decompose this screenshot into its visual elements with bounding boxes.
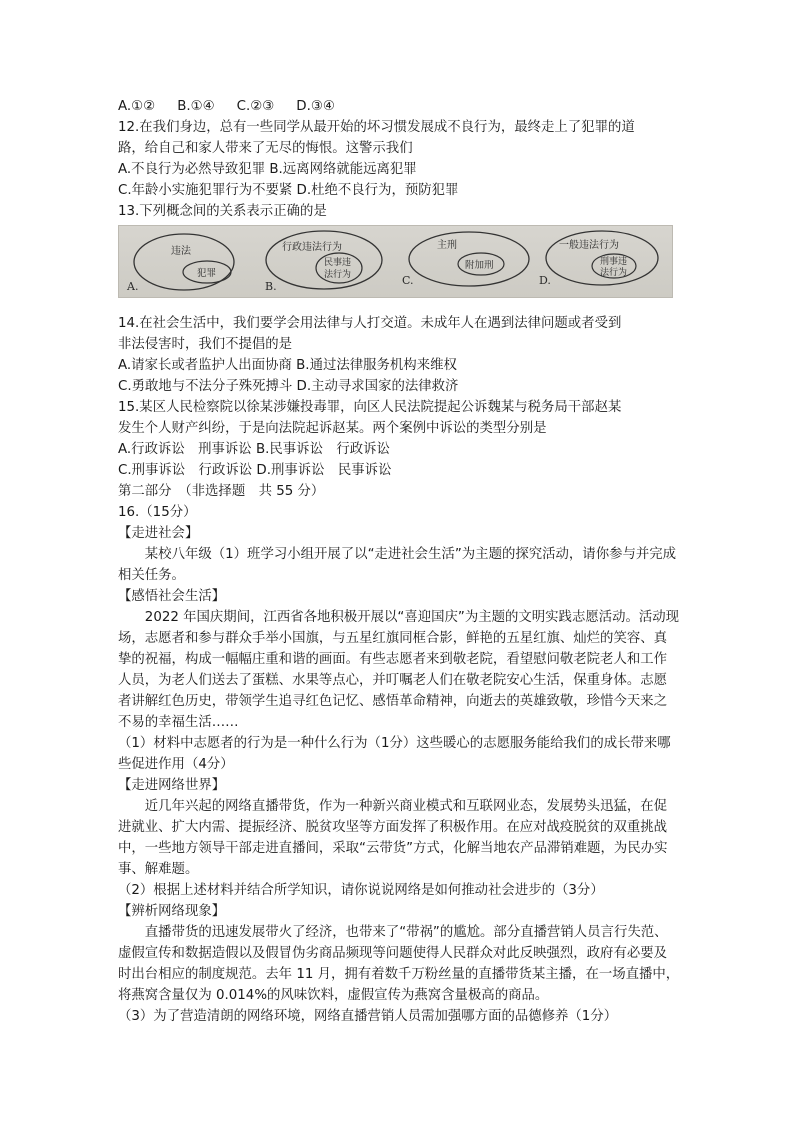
q11-options bbox=[118, 96, 680, 117]
diagram-d-letter: D. bbox=[539, 274, 551, 287]
q14-stem-line2: 非法侵害时，我们不提倡的是 bbox=[118, 337, 293, 352]
diagram-d-outer-label: 一般违法行为 bbox=[559, 240, 619, 251]
q11-option-c: C.②③ bbox=[236, 99, 275, 114]
q13-concept-figure bbox=[118, 225, 673, 298]
q15-stem-line1: 15.某区人民检察院以徐某涉嫌投毒罪，向区人民法院提起公诉魏某与税务局干部赵某 bbox=[118, 400, 622, 415]
q15-options-cd: C.刑事诉讼 行政诉讼 D.刑事诉讼 民事诉讼 bbox=[118, 463, 392, 478]
diagram-c-inner-label: 附加刑 bbox=[465, 260, 494, 271]
diagram-b-inner-label-1: 民事违 bbox=[324, 258, 352, 268]
q15-options-ab: A.行政诉讼 刑事诉讼 B.民事诉讼 行政诉讼 bbox=[118, 442, 390, 457]
q14-options-cd: C.勇敢地与不法分子殊死搏斗 D.主动寻求国家的法律救济 bbox=[118, 379, 459, 394]
diagram-a-inner-label: 犯罪 bbox=[197, 268, 217, 279]
q13-stem: 13.下列概念间的关系表示正确的是 bbox=[118, 204, 327, 219]
q16-section2-text: 2022 年国庆期间，江西省各地积极开展以“喜迎国庆”为主题的文明实践志愿活动。活动现场，志愿者和参与群众手举小国旗，与五星红旗同框合影，鲜艳的五星红旗、灿烂的笑容、真挚的祝福，构成一幅幅庄重和谐的画面。有些志愿者来到敬老院，看望慰问敬老院老人和工作人员，为老人们送去了蛋糕、水果等点心，并叮嘱老人们在敬老院安心生活，保重身体。志愿者讲解红色历史，带领学生追寻红色记忆、感悟革命精神，向逝去的英雄致敬，珍惜今天来之不易的幸福生活…… bbox=[118, 610, 680, 730]
q16-task3: （3）为了营造清朗的网络环境，网络直播营销人员需加强哪方面的品德修养（1分） bbox=[118, 1009, 618, 1024]
q16-number: 16.（15分） bbox=[118, 505, 197, 520]
q12-stem-line1: 12.在我们身边，总有一些同学从最开始的坏习惯发展成不良行为，最终走上了犯罪的道 bbox=[118, 120, 635, 135]
q16-task2: （2）根据上述材料并结合所学知识，请你说说网络是如何推动社会进步的（3分） bbox=[118, 883, 604, 898]
q16-section1-text: 某校八年级（1）班学习小组开展了以“走进社会生活”为主题的探究活动，请你参与并完成相关任务。 bbox=[118, 547, 677, 583]
diagram-c-letter: C. bbox=[402, 274, 414, 287]
diagram-b-outer-label: 行政违法行为 bbox=[282, 242, 342, 253]
exam-content bbox=[118, 96, 680, 1027]
diagram-a-letter: A. bbox=[127, 280, 139, 293]
q15-stem-line2: 发生个人财产纠纷，于是向法院起诉赵某。两个案例中诉讼的类型分别是 bbox=[118, 421, 547, 436]
diagram-b-inner-label-2: 法行为 bbox=[324, 270, 352, 280]
q12-options-ab: A.不良行为必然导致犯罪 B.远离网络就能远离犯罪 bbox=[118, 162, 417, 177]
diagram-b-letter: B. bbox=[265, 280, 277, 293]
q13-venn-diagrams bbox=[119, 226, 672, 297]
q11-option-d: D.③④ bbox=[296, 99, 335, 114]
diagram-a-outer-label: 违法 bbox=[171, 246, 191, 257]
diagram-c-outer-label: 主刑 bbox=[437, 240, 457, 251]
q14-options-ab: A.请家长或者监护人出面协商 B.通过法律服务机构来维权 bbox=[118, 358, 457, 373]
q12-options-cd: C.年龄小实施犯罪行为不要紧 D.杜绝不良行为，预防犯罪 bbox=[118, 183, 459, 198]
q16-section2-title: 【感悟社会生活】 bbox=[118, 589, 226, 604]
q14-stem-line1: 14.在社会生活中，我们要学会用法律与人打交道。未成年人在遇到法律问题或者受到 bbox=[118, 316, 622, 331]
part2-heading: 第二部分 （非选择题 共 55 分） bbox=[118, 484, 325, 499]
q12-stem-line2: 路，给自己和家人带来了无尽的悔恨。这警示我们 bbox=[118, 141, 413, 156]
q16-section4-text: 直播带货的迅速发展带火了经济，也带来了“带祸”的尴尬。部分直播营销人员言行失范、虚假宣传和数据造假以及假冒伪劣商品频现等问题使得人民群众对此反映强烈，政府有必要及时出台相应的制度规范。去年 11 月，拥有着数千万粉丝量的直播带货某主播，在一场直播中，将燕窝含量仅为 0.014%的风味饮料，虚假宣传为燕窝含量极高的商品。 bbox=[118, 925, 680, 1003]
diagram-c-outer-ellipse bbox=[409, 232, 529, 286]
q11-option-b: B.①④ bbox=[177, 99, 215, 114]
q16-section1-title: 【走进社会】 bbox=[118, 526, 199, 541]
diagram-d-inner-label-1: 刑事违 bbox=[600, 257, 628, 267]
q16-section4-title: 【辨析网络现象】 bbox=[118, 904, 226, 919]
q16-task1: （1）材料中志愿者的行为是一种什么行为（1分）这些暖心的志愿服务能给我们的成长带来哪些促进作用（4分） bbox=[118, 736, 671, 772]
q16-section3-text: 近几年兴起的网络直播带货，作为一种新兴商业模式和互联网业态，发展势头迅猛，在促进就业、扩大内需、提振经济、脱贫攻坚等方面发挥了积极作用。在应对战疫脱贫的双重挑战中，一些地方领导干部走进直播间，采取“云带货”方式，化解当地农产品滞销难题，为民办实事、解难题。 bbox=[118, 799, 668, 877]
q11-option-a: A.①② bbox=[118, 99, 156, 114]
q16-section3-title: 【走进网络世界】 bbox=[118, 778, 226, 793]
diagram-d-inner-label-2: 法行为 bbox=[600, 268, 628, 278]
